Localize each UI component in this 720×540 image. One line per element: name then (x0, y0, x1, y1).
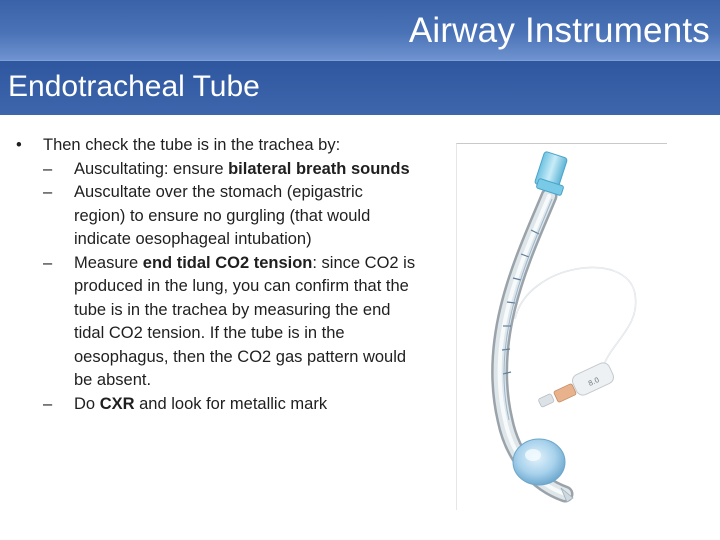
bullet-list (16, 134, 416, 416)
sub-bullet-bold: CXR (99, 394, 135, 413)
endotracheal-tube-icon (457, 144, 667, 510)
dash-icon: – (43, 253, 53, 272)
sub-bullet-text-after: : since CO2 is produced in the lung, you can confirm that the tube is in the trachea by measuring the end tidal CO2 tension. If the tube is in the oesophagus, then the CO2 gas pattern would be absent. (74, 253, 416, 389)
main-bullet-text: Then check the tube is in the trachea by: (43, 136, 341, 154)
dash-icon: – (43, 183, 53, 201)
slide-content (16, 134, 416, 416)
sub-bullet-text: Measure (74, 253, 143, 272)
main-bullet (16, 134, 416, 416)
sub-bullet-text: Do (74, 394, 100, 413)
slide-subtitle: Endotracheal Tube (8, 70, 260, 103)
pilot-balloon (538, 361, 616, 408)
endotracheal-tube-photo (456, 143, 667, 510)
bullet-icon: • (16, 136, 22, 154)
sub-bullet-text: Auscultate over the stomach (epigastric region) to ensure no gurgling (that would indicate oesophageal intubation) (74, 183, 371, 248)
svg-text:8.0: 8.0 (587, 375, 601, 388)
sub-bullet-list (43, 158, 416, 417)
cuff (513, 439, 565, 485)
subtitle-bar (0, 60, 720, 115)
slide-title: Airway Instruments (408, 11, 710, 50)
sub-bullet-text: Auscultating: ensure (74, 159, 229, 178)
title-bar (0, 0, 720, 60)
connector (534, 151, 567, 196)
sub-bullet-2 (43, 181, 416, 252)
sub-bullet-3 (43, 252, 416, 393)
dash-icon: – (43, 394, 53, 413)
dash-icon: – (43, 159, 53, 178)
pilot-line (515, 268, 636, 372)
sub-bullet-4 (43, 393, 416, 417)
sub-bullet-1 (43, 158, 416, 182)
sub-bullet-bold: bilateral breath sounds (228, 159, 410, 178)
sub-bullet-bold: end tidal CO2 tension (142, 253, 313, 272)
sub-bullet-text-after: and look for metallic mark (134, 394, 328, 413)
